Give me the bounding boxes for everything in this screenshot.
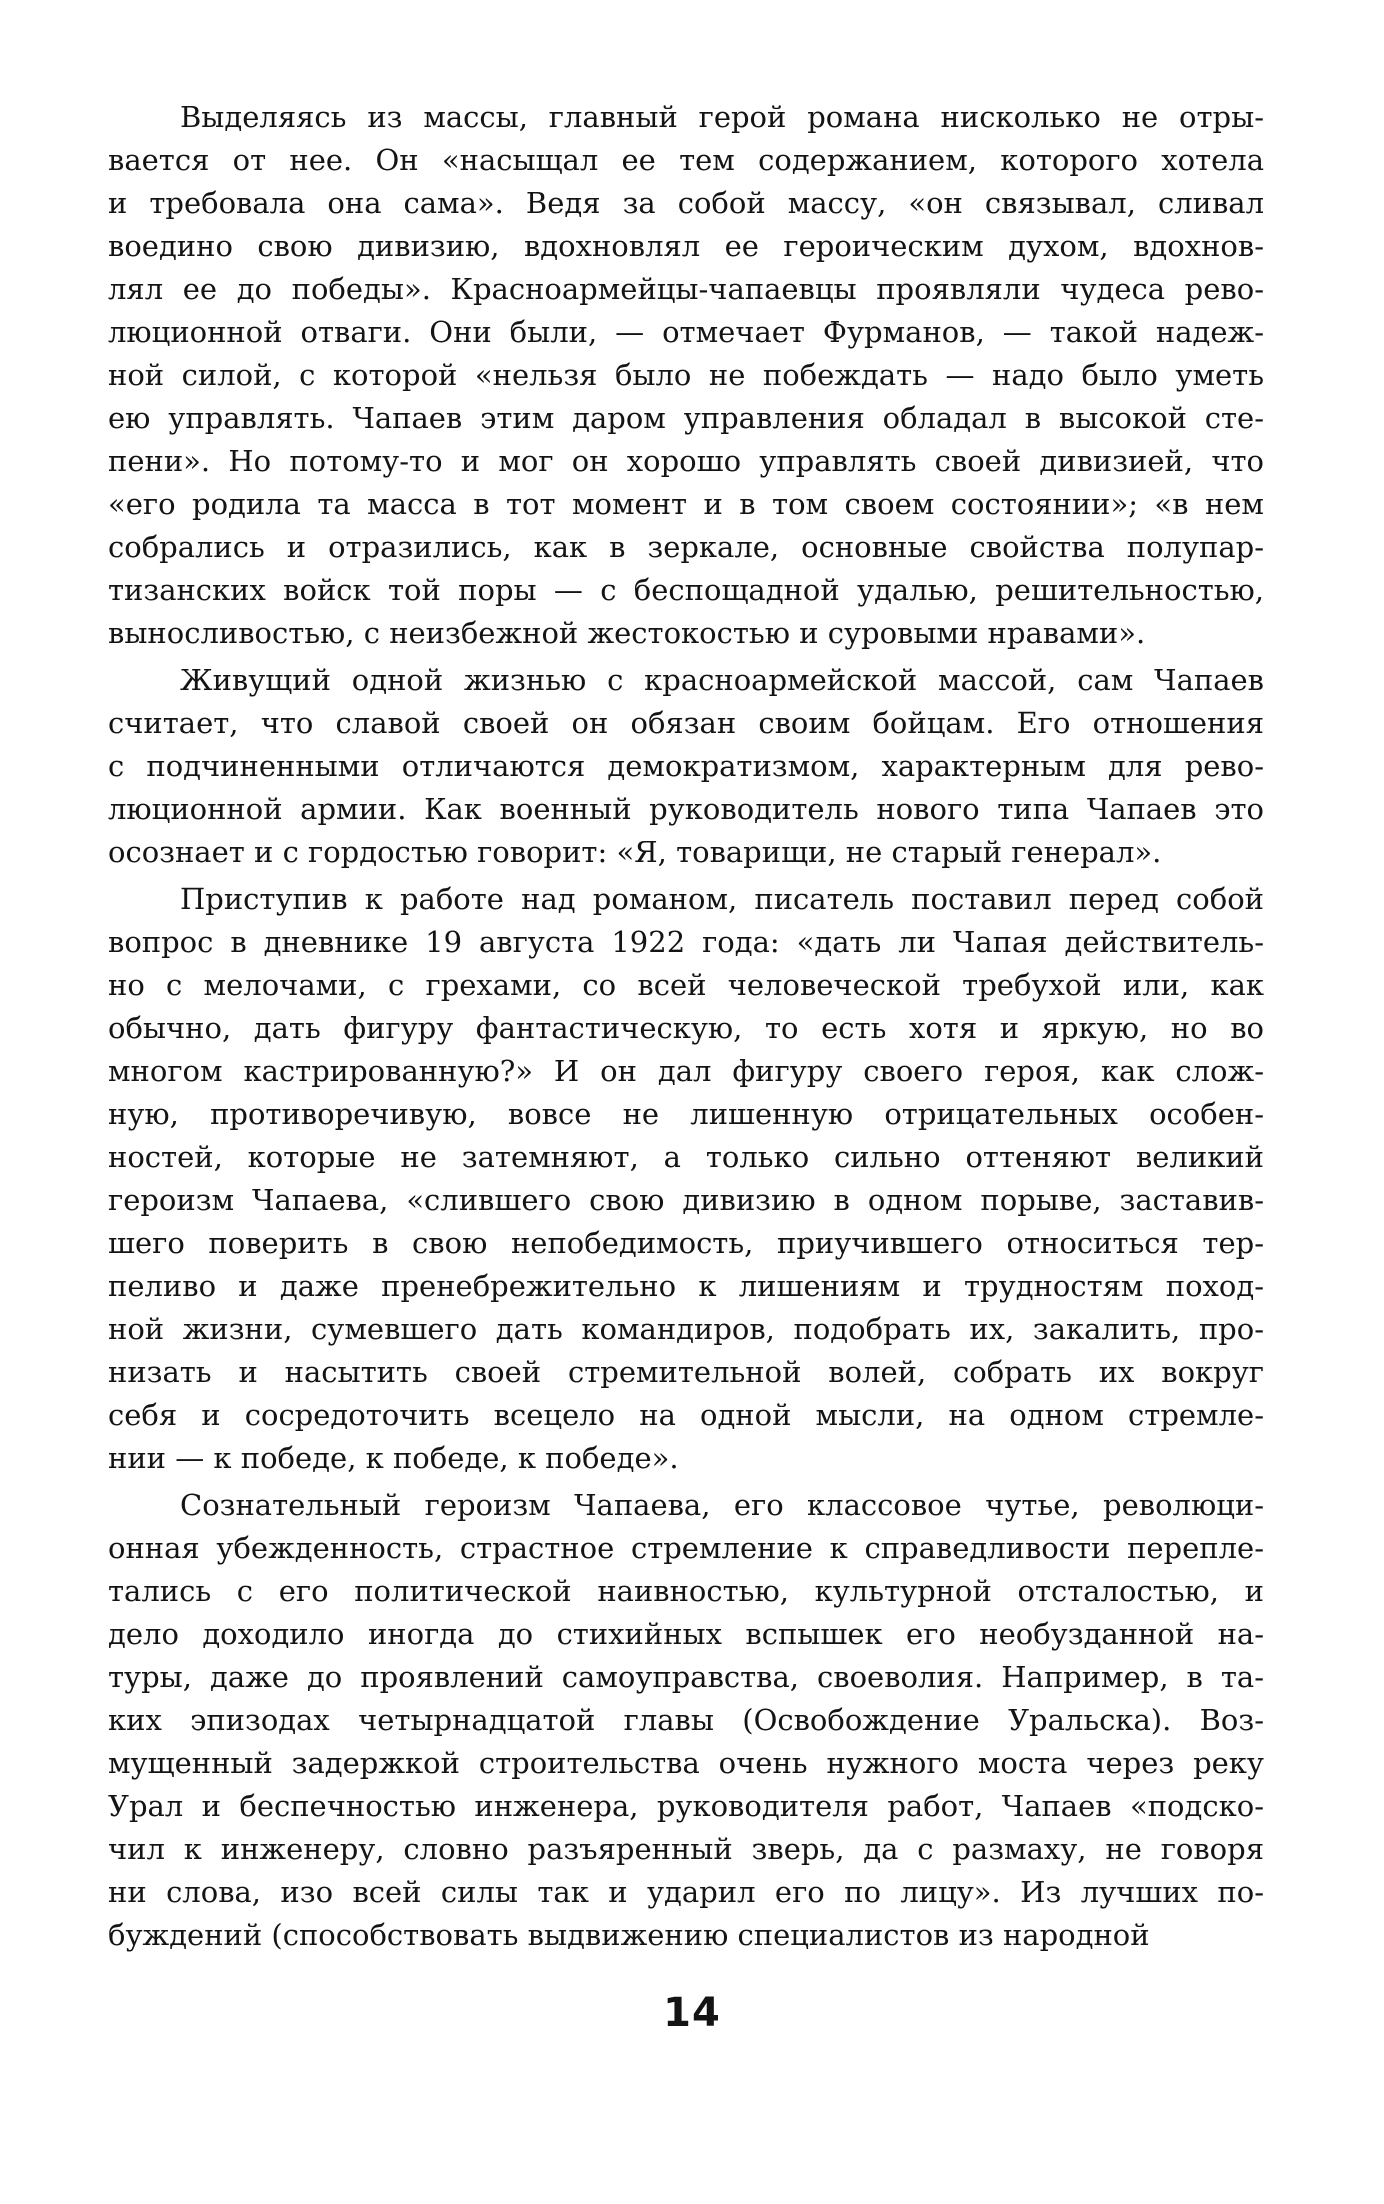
paragraph [108,878,1264,1480]
text-line: буждений (способствовать выдвижению специалистов из народной [108,1918,1150,1952]
text-line: многом кастрированную?» И он дал фигуру своего героя, как слож- [108,1054,1264,1088]
text-line: лял ее до победы». Красноармейцы-чапаевцы проявляли чудеса рево- [108,272,1264,306]
text-line: низать и насытить своей стремительной волей, собрать их вокруг [108,1355,1264,1389]
text-line: ею управлять. Чапаев этим даром управления обладал в высокой сте- [108,401,1264,435]
text-line: собрались и отразились, как в зеркале, основные свойства полупар- [108,530,1264,564]
text-line: героизм Чапаева, «слившего свою дивизию в одном порыве, заставив- [108,1183,1264,1217]
text-line: люционной отваги. Они были, — отмечает Фурманов, — такой надеж- [108,315,1264,349]
text-line: Сознательный героизм Чапаева, его классовое чутье, революци- [180,1488,1264,1522]
text-line: нии — к победе, к победе, к победе». [108,1441,679,1475]
text-line: онная убежденность, страстное стремление к справедливости перепле- [108,1531,1264,1565]
text-line: себя и сосредоточить всецело на одной мысли, на одном стремле- [108,1398,1264,1432]
text-line: ностей, которые не затемняют, а только сильно оттеняют великий [108,1140,1264,1174]
text-line: ной силой, с которой «нельзя было не побеждать — надо было уметь [108,358,1264,392]
text-line: ни слова, изо всей силы так и ударил его по лицу». Из лучших по- [108,1875,1264,1909]
text-line: пени». Но потому-то и мог он хорошо управлять своей дивизией, что [108,444,1264,478]
paragraph [108,1484,1264,1957]
text-line: ких эпизодах четырнадцатой главы (Освобождение Уральска). Воз- [108,1703,1264,1737]
text-line: чил к инженеру, словно разъяренный зверь, да с размаху, не говоря [108,1832,1264,1866]
text-line: тизанских войск той поры — с беспощадной удалью, решительностью, [108,573,1264,607]
text-line: ной жизни, сумевшего дать командиров, подобрать их, закалить, про- [108,1312,1264,1346]
body-text [108,96,1264,1957]
text-line: дело доходило иногда до стихийных вспышек его необузданной на- [108,1617,1264,1651]
text-line: люционной армии. Как военный руководитель нового типа Чапаев это [108,792,1264,826]
text-line: Урал и беспечностью инженера, руководителя работ, Чапаев «подско- [108,1789,1264,1823]
text-line: считает, что славой своей он обязан своим бойцам. Его отношения [108,706,1264,740]
text-line: мущенный задержкой строительства очень нужного моста через реку [108,1746,1264,1780]
text-line: туры, даже до проявлений самоуправства, своеволия. Например, в та- [108,1660,1264,1694]
text-line: обычно, дать фигуру фантастическую, то есть хотя и яркую, но во [108,1011,1264,1045]
text-line: но с мелочами, с грехами, со всей человеческой требухой или, как [108,968,1264,1002]
paragraph [108,96,1264,655]
text-line: и требовала она сама». Ведя за собой массу, «он связывал, сливал [108,186,1264,220]
text-line: ную, противоречивую, вовсе не лишенную отрицательных особен- [108,1097,1264,1131]
text-line: осознает и с гордостью говорит: «Я, товарищи, не старый генерал». [108,835,1162,869]
text-line: воедино свою дивизию, вдохновлял ее героическим духом, вдохнов- [108,229,1264,263]
text-line: пеливо и даже пренебрежительно к лишениям и трудностям поход- [108,1269,1264,1303]
text-line: шего поверить в свою непобедимость, приучившего относиться тер- [108,1226,1264,1260]
text-line: выносливостью, с неизбежной жестокостью и суровыми нравами». [108,616,1146,650]
paragraph [108,659,1264,874]
page-number: 14 [663,1990,721,2036]
text-line: тались с его политической наивностью, культурной отсталостью, и [108,1574,1264,1608]
text-line: с подчиненными отличаются демократизмом, характерным для рево- [108,749,1264,783]
text-line: Живущий одной жизнью с красноармейской массой, сам Чапаев [180,663,1264,697]
text-line: «его родила та масса в тот момент и в том своем состоянии»; «в нем [108,487,1264,521]
text-line: Приступив к работе над романом, писатель поставил перед собой [180,882,1264,916]
text-line: вается от нее. Он «насыщал ее тем содержанием, которого хотела [108,143,1264,177]
text-line: вопрос в дневнике 19 августа 1922 года: «дать ли Чапая действитель- [108,925,1264,959]
text-line: Выделяясь из массы, главный герой романа нисколько не отры- [180,100,1264,134]
